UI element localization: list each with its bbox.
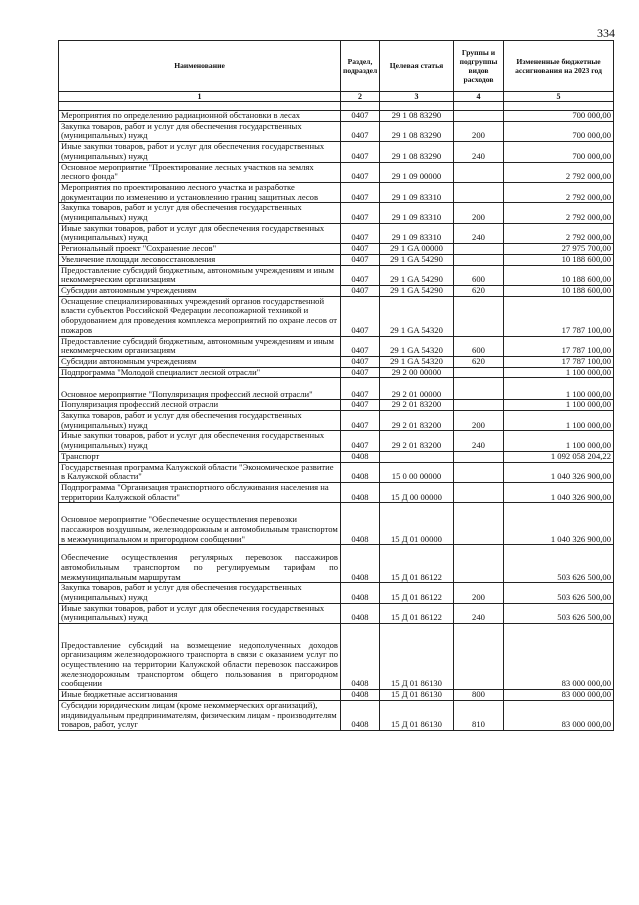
row-amount: 17 787 100,00: [504, 296, 614, 336]
table-header-row: [59, 41, 614, 92]
row-group: 620: [454, 356, 504, 367]
row-group: 620: [454, 285, 504, 296]
column-number-row: [59, 92, 614, 102]
row-name: Популяризация профессий лесной отрасли: [59, 400, 341, 411]
row-amount: 10 188 600,00: [504, 265, 614, 285]
row-section: 0408: [341, 451, 380, 462]
row-article: 15 Д 01 86130: [380, 690, 454, 701]
row-name: Субсидии автономным учреждениям: [59, 285, 341, 296]
table-row: [59, 378, 614, 400]
table-row: [59, 244, 614, 255]
row-article: 29 1 GA 00000: [380, 244, 454, 255]
row-name: Закупка товаров, работ и услуг для обеспечения государственных (муниципальных) нужд: [59, 583, 341, 603]
row-amount: 700 000,00: [504, 111, 614, 122]
row-section: 0407: [341, 254, 380, 265]
row-name: Предоставление субсидий на возмещение недополученных доходов организациям железнодорожного транспорта в связи с оказанием услуг по осуществлению на территории Калужской области перевозок пассажиров железнодорожным транспортом общего пользования в пригородном сообщении: [59, 624, 341, 690]
row-group: [454, 367, 504, 378]
row-group: [454, 482, 504, 502]
row-section: 0407: [341, 142, 380, 162]
column-number: 4: [454, 92, 504, 102]
row-article: 29 1 GA 54290: [380, 265, 454, 285]
row-group: 600: [454, 336, 504, 356]
header-group: Группы и подгруппы видов расходов: [454, 41, 504, 92]
row-article: 15 Д 01 86130: [380, 700, 454, 730]
table-row: [59, 503, 614, 545]
row-amount: 2 792 000,00: [504, 182, 614, 202]
row-group: 240: [454, 431, 504, 451]
row-article: 29 1 09 83310: [380, 203, 454, 223]
table-row: [59, 121, 614, 141]
row-section: 0407: [341, 203, 380, 223]
row-amount: 700 000,00: [504, 142, 614, 162]
table-row: [59, 583, 614, 603]
row-name: Обеспечение осуществления регулярных перевозок пассажиров автомобильным транспортом по регулируемым тарифам по межмуниципальным маршрутам: [59, 545, 341, 583]
header-name: Наименование: [59, 41, 341, 92]
table-row: [59, 265, 614, 285]
row-amount: 503 626 500,00: [504, 583, 614, 603]
row-amount: 27 975 700,00: [504, 244, 614, 255]
table-row: [59, 545, 614, 583]
row-section: 0407: [341, 265, 380, 285]
column-number: 5: [504, 92, 614, 102]
row-amount: 10 188 600,00: [504, 254, 614, 265]
table-row: [59, 162, 614, 182]
row-group: [454, 378, 504, 400]
header-section: Раздел, подраздел: [341, 41, 380, 92]
row-section: 0407: [341, 367, 380, 378]
row-amount: 2 792 000,00: [504, 162, 614, 182]
row-amount: 1 100 000,00: [504, 411, 614, 431]
row-amount: 1 040 326 900,00: [504, 503, 614, 545]
row-name: Увеличение площади лесовосстановления: [59, 254, 341, 265]
row-group: [454, 162, 504, 182]
table-row: [59, 400, 614, 411]
row-name: Основное мероприятие "Проектирование лесных участков на землях лесного фонда": [59, 162, 341, 182]
row-name: Мероприятия по определению радиационной обстановки в лесах: [59, 111, 341, 122]
row-amount: 83 000 000,00: [504, 624, 614, 690]
row-group: [454, 624, 504, 690]
row-group: 240: [454, 223, 504, 243]
row-article: 15 Д 00 00000: [380, 482, 454, 502]
row-section: 0408: [341, 503, 380, 545]
table-row: [59, 367, 614, 378]
table-row: [59, 411, 614, 431]
row-group: [454, 400, 504, 411]
row-section: 0407: [341, 431, 380, 451]
row-name: Предоставление субсидий бюджетным, автономным учреждениям и иным некоммерческим организациям: [59, 336, 341, 356]
table-row: [59, 111, 614, 122]
row-section: 0407: [341, 336, 380, 356]
table-row: [59, 223, 614, 243]
row-section: 0407: [341, 182, 380, 202]
row-group: 240: [454, 603, 504, 623]
table-row: [59, 700, 614, 730]
row-section: 0408: [341, 462, 380, 482]
row-amount: 1 100 000,00: [504, 367, 614, 378]
table-row: [59, 296, 614, 336]
table-row: [59, 431, 614, 451]
table-row: [59, 462, 614, 482]
row-article: 29 2 01 83200: [380, 411, 454, 431]
row-amount: 17 787 100,00: [504, 356, 614, 367]
row-name: Закупка товаров, работ и услуг для обеспечения государственных (муниципальных) нужд: [59, 203, 341, 223]
row-group: 200: [454, 203, 504, 223]
row-name: Иные закупки товаров, работ и услуг для обеспечения государственных (муниципальных) нужд: [59, 603, 341, 623]
row-article: 29 1 09 83310: [380, 182, 454, 202]
row-article: 15 Д 01 86122: [380, 545, 454, 583]
row-group: [454, 503, 504, 545]
column-number: 2: [341, 92, 380, 102]
row-section: 0407: [341, 400, 380, 411]
table-row: [59, 482, 614, 502]
row-group: 240: [454, 142, 504, 162]
row-name: Мероприятия по проектированию лесного участка и разработке документации по изменению и установлению границ защитных лесов: [59, 182, 341, 202]
row-amount: 503 626 500,00: [504, 545, 614, 583]
row-group: [454, 296, 504, 336]
row-section: 0408: [341, 700, 380, 730]
row-name: Предоставление субсидий бюджетным, автономным учреждениям и иным некоммерческим организациям: [59, 265, 341, 285]
row-group: [454, 254, 504, 265]
row-article: 29 2 01 83200: [380, 431, 454, 451]
row-amount: 1 040 326 900,00: [504, 462, 614, 482]
row-article: 29 1 09 00000: [380, 162, 454, 182]
row-name: Субсидии юридическим лицам (кроме некоммерческих организаций), индивидуальным предпринимателям, физическим лицам - производителям товаров, работ, услуг: [59, 700, 341, 730]
row-amount: 1 040 326 900,00: [504, 482, 614, 502]
table-row: [59, 254, 614, 265]
row-amount: 1 100 000,00: [504, 400, 614, 411]
row-amount: 503 626 500,00: [504, 603, 614, 623]
budget-table: [58, 40, 614, 731]
row-group: 810: [454, 700, 504, 730]
row-amount: 10 188 600,00: [504, 285, 614, 296]
row-name: Подпрограмма "Организация транспортного обслуживания населения на территории Калужской области": [59, 482, 341, 502]
row-section: 0407: [341, 411, 380, 431]
row-amount: 700 000,00: [504, 121, 614, 141]
row-amount: 17 787 100,00: [504, 336, 614, 356]
row-amount: 1 100 000,00: [504, 431, 614, 451]
row-article: 29 1 08 83290: [380, 142, 454, 162]
table-row: [59, 603, 614, 623]
row-group: [454, 111, 504, 122]
row-group: 200: [454, 583, 504, 603]
row-group: 800: [454, 690, 504, 701]
table-row: [59, 336, 614, 356]
row-name: Транспорт: [59, 451, 341, 462]
row-amount: 83 000 000,00: [504, 700, 614, 730]
row-section: 0408: [341, 583, 380, 603]
row-section: 0407: [341, 296, 380, 336]
row-name: Иные бюджетные ассигнования: [59, 690, 341, 701]
row-section: 0407: [341, 244, 380, 255]
row-article: 29 1 GA 54290: [380, 254, 454, 265]
row-article: 15 Д 01 86122: [380, 603, 454, 623]
row-name: Государственная программа Калужской области "Экономическое развитие в Калужской области": [59, 462, 341, 482]
row-section: 0407: [341, 356, 380, 367]
row-group: [454, 545, 504, 583]
row-section: 0408: [341, 603, 380, 623]
row-group: 600: [454, 265, 504, 285]
row-group: 200: [454, 121, 504, 141]
row-article: 29 1 08 83290: [380, 121, 454, 141]
row-name: Подпрограмма "Молодой специалист лесной отрасли": [59, 367, 341, 378]
table-row: [59, 451, 614, 462]
table-row: [59, 624, 614, 690]
row-article: 29 2 01 83200: [380, 400, 454, 411]
table-row: [59, 203, 614, 223]
row-group: [454, 451, 504, 462]
row-article: 29 2 00 00000: [380, 367, 454, 378]
row-name: Субсидии автономным учреждениям: [59, 356, 341, 367]
table-row: [59, 285, 614, 296]
row-article: 29 1 08 83290: [380, 111, 454, 122]
row-group: [454, 244, 504, 255]
row-name: Оснащение специализированных учреждений органов государственной власти субъектов Российской Федерации лесопожарной техникой и оборудованием для проведения комплекса мероприятий по охране лесов от пожаров: [59, 296, 341, 336]
row-group: [454, 182, 504, 202]
row-section: 0407: [341, 111, 380, 122]
column-number: 1: [59, 92, 341, 102]
row-article: 29 2 01 00000: [380, 378, 454, 400]
table-row: [59, 182, 614, 202]
row-section: 0407: [341, 223, 380, 243]
row-article: 29 1 GA 54320: [380, 296, 454, 336]
row-section: 0407: [341, 378, 380, 400]
row-article: 29 1 09 83310: [380, 223, 454, 243]
row-article: 15 Д 01 00000: [380, 503, 454, 545]
row-amount: 1 100 000,00: [504, 378, 614, 400]
header-amount: Измененные бюджетные ассигнования на 2023 год: [504, 41, 614, 92]
header-article: Целевая статья: [380, 41, 454, 92]
row-name: Иные закупки товаров, работ и услуг для обеспечения государственных (муниципальных) нужд: [59, 223, 341, 243]
row-section: 0408: [341, 482, 380, 502]
row-name: Иные закупки товаров, работ и услуг для обеспечения государственных (муниципальных) нужд: [59, 431, 341, 451]
row-section: 0407: [341, 285, 380, 296]
column-number: 3: [380, 92, 454, 102]
row-section: 0408: [341, 690, 380, 701]
row-group: 200: [454, 411, 504, 431]
row-article: 15 Д 01 86130: [380, 624, 454, 690]
row-section: 0407: [341, 121, 380, 141]
table-row: [59, 142, 614, 162]
row-amount: 2 792 000,00: [504, 203, 614, 223]
row-article: 15 Д 01 86122: [380, 583, 454, 603]
row-article: 29 1 GA 54320: [380, 336, 454, 356]
row-amount: 83 000 000,00: [504, 690, 614, 701]
table-row: [59, 356, 614, 367]
row-name: Иные закупки товаров, работ и услуг для обеспечения государственных (муниципальных) нужд: [59, 142, 341, 162]
row-section: 0408: [341, 545, 380, 583]
row-name: Закупка товаров, работ и услуг для обеспечения государственных (муниципальных) нужд: [59, 411, 341, 431]
row-group: [454, 462, 504, 482]
row-name: Основное мероприятие "Обеспечение осуществления перевозки пассажиров воздушным, железнодорожным и автомобильным транспортом в межмуниципальном и пригородном сообщении": [59, 503, 341, 545]
row-article: [380, 451, 454, 462]
row-amount: 1 092 058 204,22: [504, 451, 614, 462]
row-name: Региональный проект "Сохранение лесов": [59, 244, 341, 255]
page-number: 334: [597, 26, 615, 40]
row-article: 29 1 GA 54290: [380, 285, 454, 296]
table-row: [59, 690, 614, 701]
table-body: [59, 102, 614, 731]
row-section: 0407: [341, 162, 380, 182]
row-article: 29 1 GA 54320: [380, 356, 454, 367]
row-name: Закупка товаров, работ и услуг для обеспечения государственных (муниципальных) нужд: [59, 121, 341, 141]
row-name: Основное мероприятие "Популяризация профессий лесной отрасли": [59, 378, 341, 400]
row-section: 0408: [341, 624, 380, 690]
row-article: 15 0 00 00000: [380, 462, 454, 482]
row-amount: 2 792 000,00: [504, 223, 614, 243]
spacer-row: [59, 102, 614, 111]
